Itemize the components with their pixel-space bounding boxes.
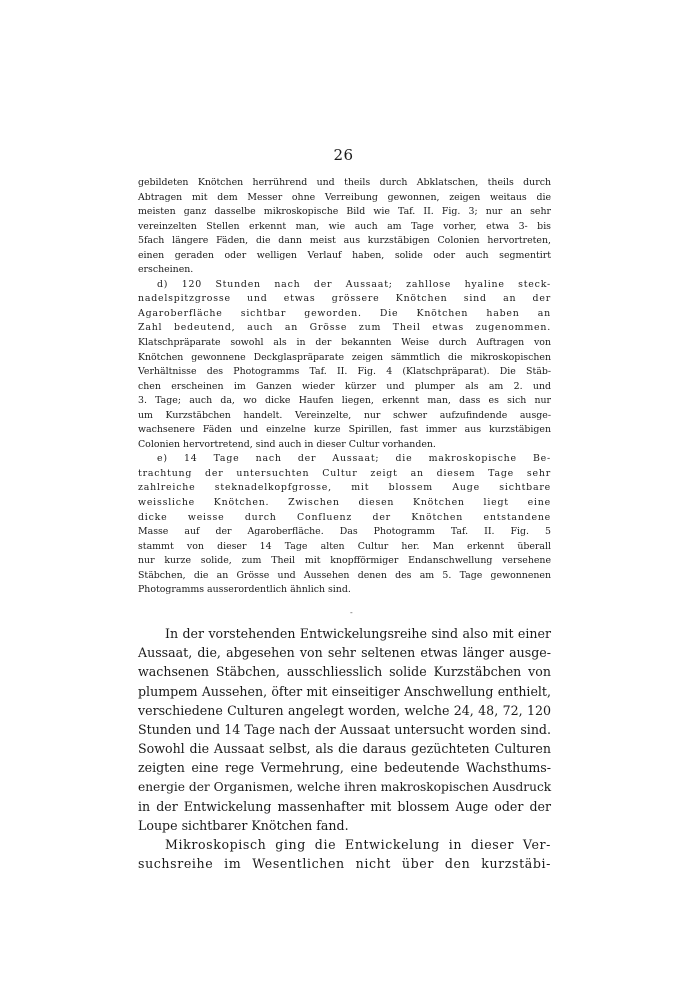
text-line: Aussaat, die, abgesehen von sehr seltenen etwas länger ausge- — [138, 645, 551, 661]
text-line: vereinzelten Stellen erkennt man, wie auch am Tage vorher, etwa 3- bis — [138, 220, 551, 232]
text-line: 3. Tage; auch da, wo dicke Haufen liegen, erkennt man, dass es sich nur — [138, 395, 551, 407]
text-line: Loupe sichtbarer Knötchen fand. — [138, 817, 349, 833]
small-print-text-block — [138, 176, 551, 598]
main-text-block — [138, 624, 551, 873]
text-line: Knötchen gewonnene Deckglaspräparate zeigen sämmtlich die mikroskopischen — [138, 351, 551, 363]
text-line: verschiedene Culturen angelegt worden, welche 24, 48, 72, 120 — [138, 702, 551, 718]
text-line: stammt von dieser 14 Tage alten Cultur her. Man erkennt überall — [138, 540, 551, 552]
text-line: zahlreiche steknadelkopfgrosse, mit blossem Auge sichtbare — [138, 482, 551, 494]
text-line: dicke weisse durch Confluenz der Knötchen entstandene — [138, 511, 551, 523]
text-line: Sowohl die Aussaat selbst, als die daraus gezüchteten Culturen — [138, 741, 551, 757]
text-line: Zahl bedeutend, auch an Grösse zum Theil etwas zugenommen. — [138, 322, 551, 334]
text-line: e) 14 Tage nach der Aussaat; die makroskopische Be- — [157, 453, 551, 465]
text-line: Stäbchen, die an Grösse und Aussehen denen des am 5. Tage gewonnenen — [138, 569, 551, 581]
text-line: Stunden und 14 Tage nach der Aussaat untersucht worden sind. — [138, 721, 551, 737]
text-line: nadelspitzgrosse und etwas grössere Knötchen sind an der — [138, 293, 551, 305]
text-line: Mikroskopisch ging die Entwickelung in dieser Ver- — [165, 837, 551, 853]
text-line: energie der Organismen, welche ihren makroskopischen Ausdruck — [138, 779, 552, 794]
text-line: um Kurzstäbchen handelt. Vereinzelte, nur schwer aufzufindende ausge- — [138, 409, 551, 421]
text-line: meisten ganz dasselbe mikroskopische Bild wie Taf. II. Fig. 3; nur an sehr — [138, 206, 551, 218]
text-line: plumpem Aussehen, öfter mit einseitiger Anschwellung enthielt, — [138, 683, 551, 699]
text-line: nur kurze solide, zum Theil mit knopfförmiger Endanschwellung versehene — [138, 555, 551, 567]
text-line: Verhältnisse des Photogramms Taf. II. Fig. 4 (Klatschpräparat). Die Stäb- — [138, 366, 551, 378]
text-line: Masse auf der Agaroberfläche. Das Photogramm Taf. II. Fig. 5 — [138, 526, 551, 538]
text-line: in der Entwickelung massenhafter mit blossem Auge oder der — [138, 798, 551, 814]
text-line: Colonien hervortretend, sind auch in dieser Cultur vorhanden. — [138, 438, 436, 450]
text-line: suchsreihe im Wesentlichen nicht über den kurzstäbi- — [138, 856, 551, 872]
text-line: 5fach längere Fäden, die dann meist aus kurzstäbigen Colonien hervortreten, — [138, 235, 551, 247]
text-line: Agaroberfläche sichtbar geworden. Die Knötchen haben an — [138, 307, 551, 319]
text-line: wachsenere Fäden und einzelne kurze Spirillen, fast immer aus kurzstäbigen — [138, 424, 551, 436]
text-line: zeigten eine rege Vermehrung, eine bedeutende Wachsthums- — [138, 760, 551, 776]
text-line: Photogramms ausserordentlich ähnlich sind. — [138, 584, 351, 596]
text-line: gebildeten Knötchen herrührend und theils durch Abklatschen, theils durch — [138, 177, 551, 188]
text-line: d) 120 Stunden nach der Aussaat; zahllose hyaline steck- — [157, 278, 551, 290]
section-divider-mark: - — [350, 608, 353, 617]
text-line: In der vorstehenden Entwickelungsreihe sind also mit einer — [165, 626, 551, 641]
page-number: 26 — [333, 146, 354, 164]
text-line: Abtragen mit dem Messer ohne Verreibung gewonnen, zeigen weitaus die — [138, 191, 551, 203]
text-line: Klatschpräparate sowohl als in der bekannten Weise durch Auftragen von — [138, 337, 551, 349]
text-line: trachtung der untersuchten Cultur zeigt an diesem Tage sehr — [138, 467, 551, 479]
text-line: wachsenen Stäbchen, ausschliesslich solide Kurzstäbchen von — [138, 664, 551, 680]
text-line: weissliche Knötchen. Zwischen diesen Knötchen liegt eine — [138, 497, 551, 509]
text-line: erscheinen. — [138, 264, 194, 276]
text-line: chen erscheinen im Ganzen wieder kürzer und plumper als am 2. und — [138, 380, 551, 392]
text-line: einen geraden oder welligen Verlauf haben, solide oder auch segmentirt — [138, 249, 551, 261]
